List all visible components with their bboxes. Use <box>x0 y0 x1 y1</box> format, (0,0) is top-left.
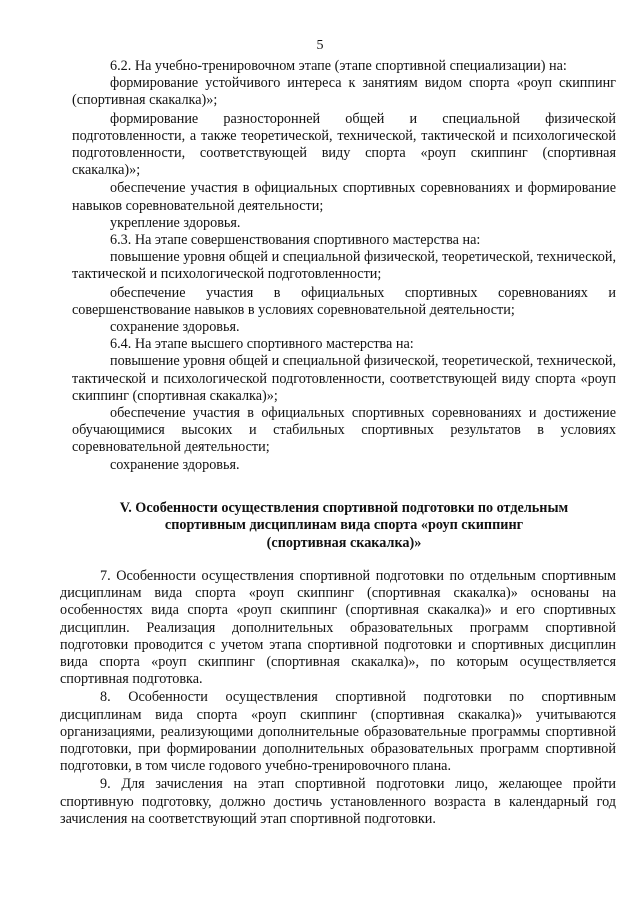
section-v-heading-line-2: спортивным дисциплинам вида спорта «роуп скиппинг <box>164 517 524 534</box>
paragraph-6-2-item-2: формирование разносторонней общей и специальной физической подготовленности, а также теоретической, технической, тактической и психологической подготовленности, соответствующей виду спорта «роуп скиппинг (спортивная скакалка)»; <box>72 110 616 179</box>
paragraph-6-2-item-1: формирование устойчивого интереса к занятиям видом спорта «роуп скиппинг (спортивная скакалка)»; <box>72 75 616 109</box>
paragraph-6-3-item-1: повышение уровня общей и специальной физической, теоретической, технической, тактической и психологической подготовленности; <box>72 249 616 283</box>
section-v-heading-line-3: (спортивная скакалка)» <box>266 534 422 551</box>
section-v-heading <box>72 500 616 552</box>
paragraph-8: 8. Особенности осуществления спортивной подготовки по спортивным дисциплинам вида спорта «роуп скиппинг (спортивная скакалка)» учитываются организациями, реализующими дополнительные образовательные программы спортивной подготовки, при формировании дополнительных образовательных программ спортивной подготовки, в том числе годового учебно-тренировочного плана. <box>60 689 616 775</box>
paragraph-6-3-item-2: обеспечение участия в официальных спортивных соревнованиях и совершенствование навыков в условиях соревновательной деятельности; <box>72 284 616 318</box>
paragraph-6-3-item-3: сохранение здоровья. <box>110 319 240 336</box>
paragraph-6-2-item-4: укрепление здоровья. <box>110 214 241 231</box>
paragraph-6-4-item-2: обеспечение участия в официальных спортивных соревнованиях и достижение обучающимися высоких и стабильных спортивных результатов в условиях соревновательной деятельности; <box>72 405 616 456</box>
section-v-body <box>60 568 616 828</box>
paragraph-6-3-title: 6.3. На этапе совершенствования спортивного мастерства на: <box>110 232 481 249</box>
paragraph-6-4-title: 6.4. На этапе высшего спортивного мастерства на: <box>110 336 414 353</box>
paragraph-9: 9. Для зачисления на этап спортивной подготовки лицо, желающее пройти спортивную подготовку, должно достичь установленного возраста в календарный год зачисления на соответствующий этап спортивной подготовки. <box>60 776 616 827</box>
paragraph-6-4-item-3: сохранение здоровья. <box>110 456 240 473</box>
section-6-goals <box>72 58 616 474</box>
paragraph-7: 7. Особенности осуществления спортивной подготовки по отдельным спортивным дисциплинам вида спорта «роуп скиппинг (спортивная скакалка)» основаны на особенностях вида спорта «роуп скиппинг (спортивная скакалка)» и его спортивных дисциплин. Реализация дополнительных образовательных программ спортивной подготовки проводится с учетом этапа спортивной подготовки и спортивных дисциплин вида спорта «роуп скиппинг (спортивная скакалка)», по которым осуществляется спортивная подготовка. <box>60 568 616 688</box>
paragraph-6-2-item-3: обеспечение участия в официальных спортивных соревнованиях и формирование навыков соревновательной деятельности; <box>72 180 616 214</box>
page-number: 5 <box>316 38 324 53</box>
paragraph-6-2-title: 6.2. На учебно-тренировочном этапе (этапе спортивной специализации) на: <box>110 58 567 74</box>
section-v-heading-line-1: V. Особенности осуществления спортивной подготовки по отдельным <box>119 500 569 516</box>
paragraph-6-4-item-1: повышение уровня общей и специальной физической, теоретической, технической, тактической и психологической подготовленности, соответствующей виду спорта «роуп скиппинг (спортивная скакалка)»; <box>72 353 616 404</box>
